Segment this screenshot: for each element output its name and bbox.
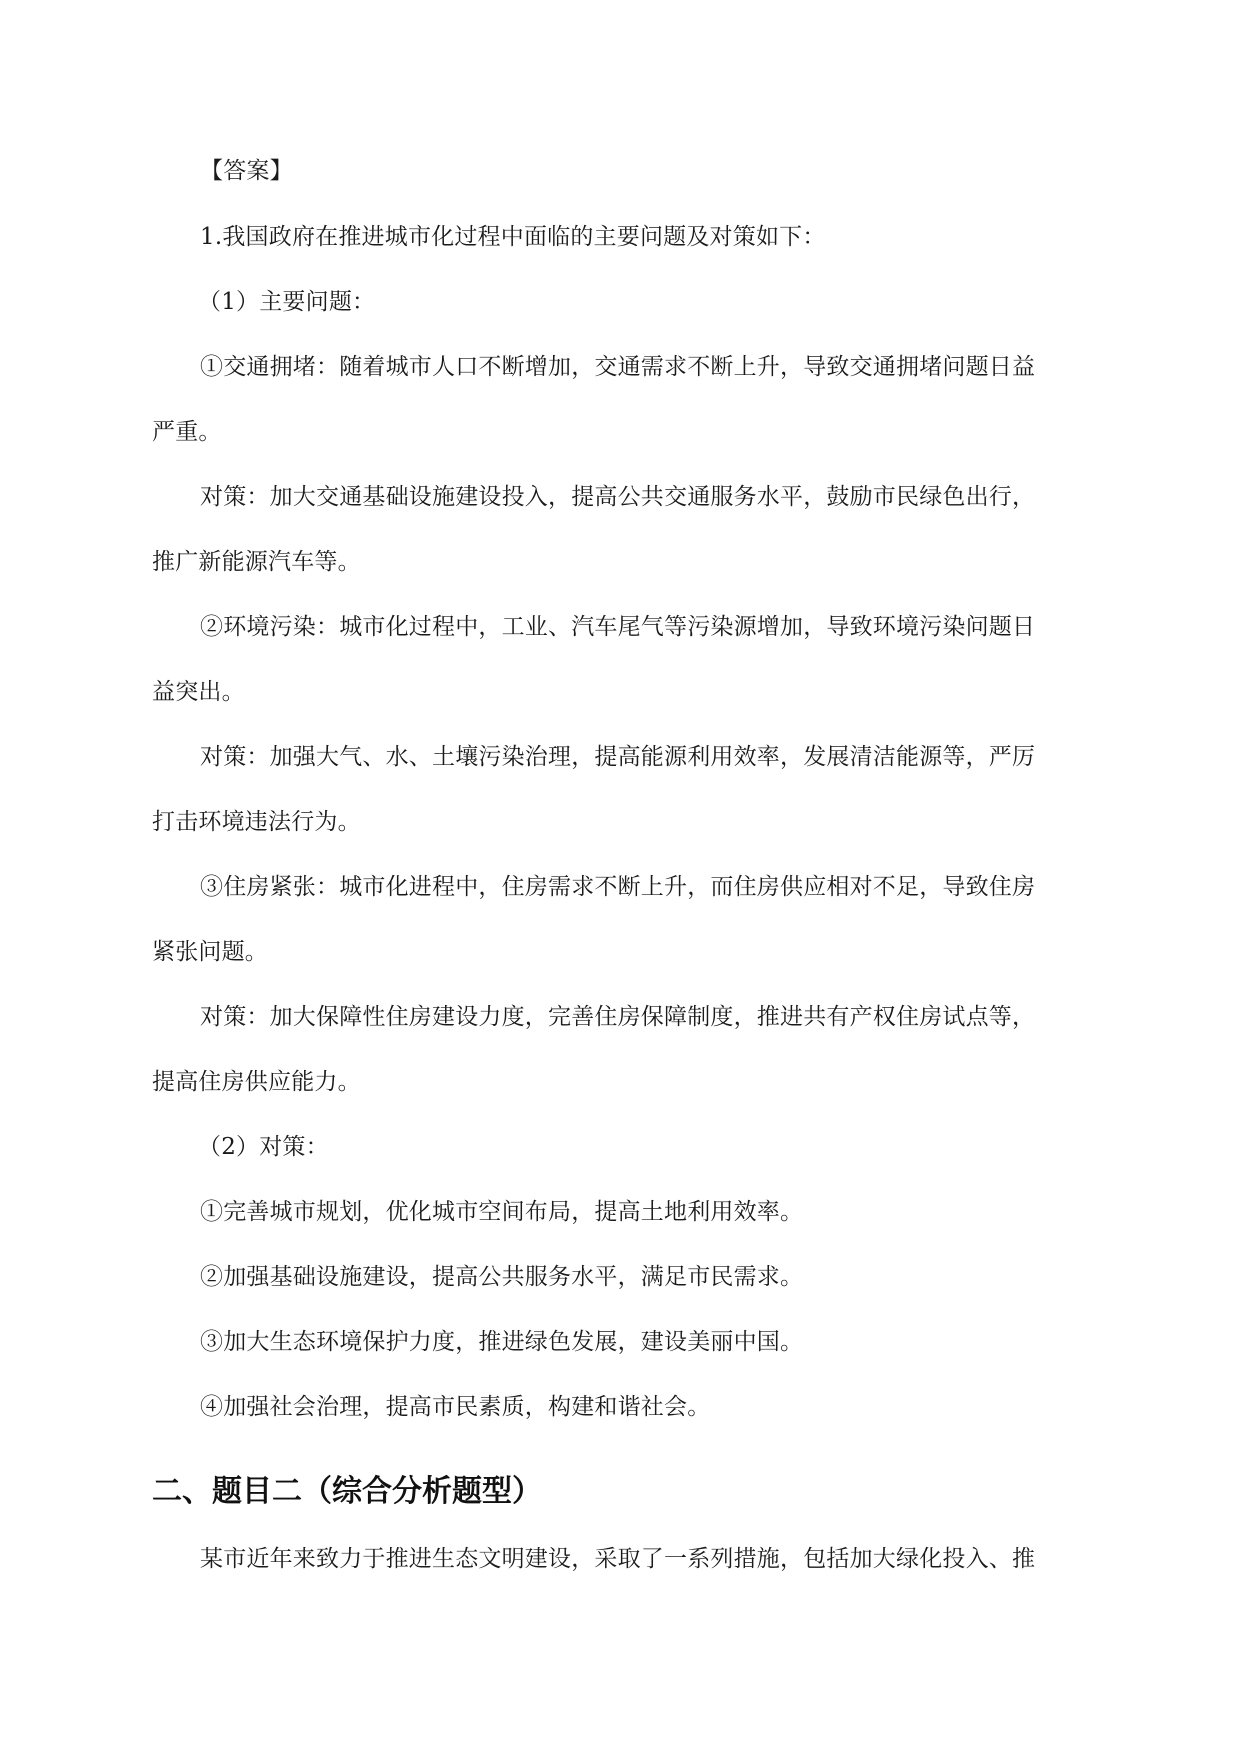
section-paragraph-line1: 某市近年来致力于推进生态文明建设，采取了一系列措施，包括加大绿化投入、推 [200,1546,1036,1572]
question-intro: 1.我国政府在推进城市化过程中面临的主要问题及对策如下： [200,224,826,250]
problem-2-line1: ②环境污染：城市化过程中，工业、汽车尾气等污染源增加，导致环境污染问题日 [200,614,1036,640]
answer-label: 【答案】 [200,158,293,184]
problem-1-line2: 严重。 [152,419,222,445]
measure-1: ①完善城市规划，优化城市空间布局，提高土地利用效率。 [200,1199,804,1225]
countermeasure-2-line1: 对策：加强大气、水、土壤污染治理，提高能源利用效率，发展清洁能源等，严厉 [200,744,1036,770]
countermeasure-3-line1: 对策：加大保障性住房建设力度，完善住房保障制度，推进共有产权住房试点等， [200,1004,1036,1030]
section-heading: 二、题目二（综合分析题型） [152,1474,542,1509]
problem-1-line1: ①交通拥堵：随着城市人口不断增加，交通需求不断上升，导致交通拥堵问题日益 [200,354,1036,380]
measure-4: ④加强社会治理，提高市民素质，构建和谐社会。 [200,1394,711,1420]
part1-label: （1）主要问题： [198,289,376,315]
problem-3-line1: ③住房紧张：城市化进程中，住房需求不断上升，而住房供应相对不足，导致住房 [200,874,1036,900]
problem-3-line2: 紧张问题。 [152,939,268,965]
countermeasure-3-line2: 提高住房供应能力。 [152,1069,361,1095]
part2-label: （2）对策： [198,1134,329,1160]
countermeasure-1-line1: 对策：加大交通基础设施建设投入，提高公共交通服务水平，鼓励市民绿色出行， [200,484,1036,510]
countermeasure-1-line2: 推广新能源汽车等。 [152,549,361,575]
countermeasure-2-line2: 打击环境违法行为。 [152,809,361,835]
measure-3: ③加大生态环境保护力度，推进绿色发展，建设美丽中国。 [200,1329,804,1355]
problem-2-line2: 益突出。 [152,679,245,705]
measure-2: ②加强基础设施建设，提高公共服务水平，满足市民需求。 [200,1264,804,1290]
